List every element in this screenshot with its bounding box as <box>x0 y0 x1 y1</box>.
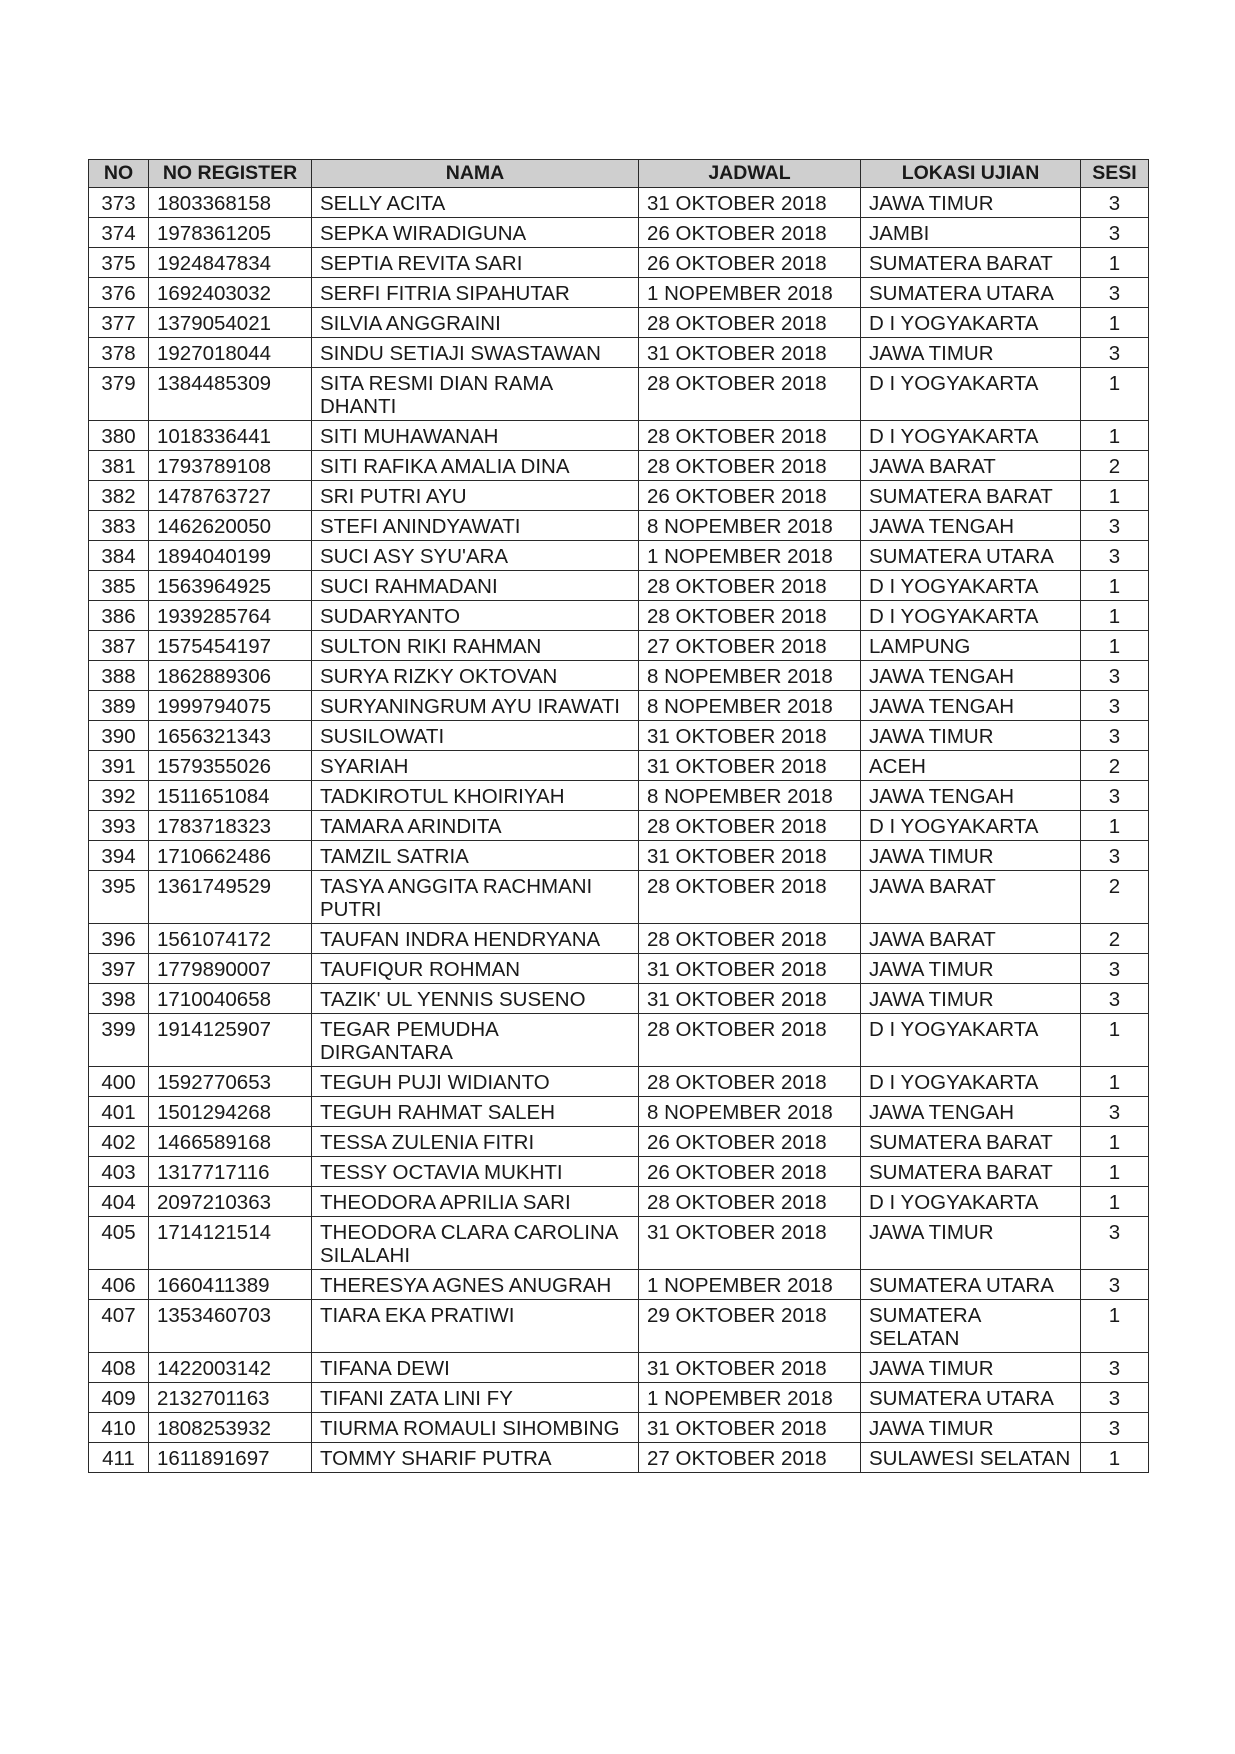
cell-register: 1999794075 <box>149 691 312 721</box>
cell-no: 396 <box>89 924 149 954</box>
cell-jadwal: 28 OKTOBER 2018 <box>639 601 861 631</box>
cell-nama: TAZIK' UL YENNIS SUSENO <box>312 984 639 1014</box>
cell-sesi: 1 <box>1081 1443 1149 1473</box>
cell-lokasi: JAWA TIMUR <box>861 1217 1081 1270</box>
table-row <box>89 631 1149 661</box>
cell-lokasi: JAWA TENGAH <box>861 691 1081 721</box>
cell-sesi: 2 <box>1081 451 1149 481</box>
cell-no: 383 <box>89 511 149 541</box>
cell-sesi: 3 <box>1081 218 1149 248</box>
table-row <box>89 751 1149 781</box>
table-row <box>89 1270 1149 1300</box>
cell-jadwal: 8 NOPEMBER 2018 <box>639 1097 861 1127</box>
cell-sesi: 3 <box>1081 1413 1149 1443</box>
cell-no: 384 <box>89 541 149 571</box>
cell-sesi: 1 <box>1081 1187 1149 1217</box>
cell-sesi: 3 <box>1081 278 1149 308</box>
cell-no: 390 <box>89 721 149 751</box>
cell-no: 381 <box>89 451 149 481</box>
cell-jadwal: 31 OKTOBER 2018 <box>639 954 861 984</box>
cell-sesi: 3 <box>1081 188 1149 218</box>
cell-jadwal: 28 OKTOBER 2018 <box>639 571 861 601</box>
header-lokasi: LOKASI UJIAN <box>861 160 1081 188</box>
table-row <box>89 541 1149 571</box>
cell-no: 403 <box>89 1157 149 1187</box>
cell-nama: SELLY ACITA <box>312 188 639 218</box>
cell-jadwal: 1 NOPEMBER 2018 <box>639 1270 861 1300</box>
cell-lokasi: SUMATERA UTARA <box>861 541 1081 571</box>
cell-nama: TAMARA ARINDITA <box>312 811 639 841</box>
cell-nama: TIURMA ROMAULI SIHOMBING <box>312 1413 639 1443</box>
cell-register: 1808253932 <box>149 1413 312 1443</box>
table-row <box>89 984 1149 1014</box>
cell-nama: SURYA RIZKY OKTOVAN <box>312 661 639 691</box>
table-row <box>89 1383 1149 1413</box>
cell-no: 408 <box>89 1353 149 1383</box>
cell-register: 1422003142 <box>149 1353 312 1383</box>
cell-lokasi: JAWA TENGAH <box>861 1097 1081 1127</box>
cell-jadwal: 26 OKTOBER 2018 <box>639 1157 861 1187</box>
cell-nama: TESSY OCTAVIA MUKHTI <box>312 1157 639 1187</box>
cell-lokasi: JAWA TIMUR <box>861 721 1081 751</box>
cell-lokasi: JAWA BARAT <box>861 924 1081 954</box>
cell-no: 402 <box>89 1127 149 1157</box>
cell-nama: SRI PUTRI AYU <box>312 481 639 511</box>
cell-nama: SURYANINGRUM AYU IRAWATI <box>312 691 639 721</box>
cell-nama: TASYA ANGGITA RACHMANI PUTRI <box>312 871 639 924</box>
cell-lokasi: D I YOGYAKARTA <box>861 601 1081 631</box>
cell-no: 407 <box>89 1300 149 1353</box>
cell-jadwal: 26 OKTOBER 2018 <box>639 1127 861 1157</box>
cell-register: 1317717116 <box>149 1157 312 1187</box>
cell-lokasi: JAWA TIMUR <box>861 188 1081 218</box>
cell-register: 1478763727 <box>149 481 312 511</box>
cell-no: 405 <box>89 1217 149 1270</box>
cell-nama: SEPTIA REVITA SARI <box>312 248 639 278</box>
cell-lokasi: JAWA BARAT <box>861 451 1081 481</box>
cell-sesi: 3 <box>1081 984 1149 1014</box>
cell-register: 1579355026 <box>149 751 312 781</box>
cell-no: 391 <box>89 751 149 781</box>
cell-lokasi: JAWA TENGAH <box>861 781 1081 811</box>
cell-no: 393 <box>89 811 149 841</box>
cell-nama: TIFANI ZATA LINI FY <box>312 1383 639 1413</box>
cell-nama: THEODORA APRILIA SARI <box>312 1187 639 1217</box>
cell-no: 377 <box>89 308 149 338</box>
table-row <box>89 811 1149 841</box>
cell-sesi: 1 <box>1081 571 1149 601</box>
cell-jadwal: 28 OKTOBER 2018 <box>639 368 861 421</box>
cell-no: 398 <box>89 984 149 1014</box>
cell-no: 409 <box>89 1383 149 1413</box>
cell-sesi: 3 <box>1081 1270 1149 1300</box>
cell-sesi: 1 <box>1081 368 1149 421</box>
header-nama: NAMA <box>312 160 639 188</box>
table-header <box>89 160 1149 188</box>
cell-nama: THERESYA AGNES ANUGRAH <box>312 1270 639 1300</box>
cell-lokasi: LAMPUNG <box>861 631 1081 661</box>
cell-jadwal: 28 OKTOBER 2018 <box>639 924 861 954</box>
cell-sesi: 1 <box>1081 481 1149 511</box>
cell-lokasi: D I YOGYAKARTA <box>861 368 1081 421</box>
cell-no: 410 <box>89 1413 149 1443</box>
cell-jadwal: 31 OKTOBER 2018 <box>639 751 861 781</box>
cell-nama: SILVIA ANGGRAINI <box>312 308 639 338</box>
cell-no: 394 <box>89 841 149 871</box>
cell-register: 1978361205 <box>149 218 312 248</box>
cell-sesi: 3 <box>1081 1097 1149 1127</box>
cell-no: 376 <box>89 278 149 308</box>
cell-nama: TAUFIQUR ROHMAN <box>312 954 639 984</box>
cell-no: 389 <box>89 691 149 721</box>
cell-jadwal: 29 OKTOBER 2018 <box>639 1300 861 1353</box>
cell-lokasi: D I YOGYAKARTA <box>861 1014 1081 1067</box>
cell-lokasi: D I YOGYAKARTA <box>861 571 1081 601</box>
cell-lokasi: JAWA TIMUR <box>861 1413 1081 1443</box>
cell-no: 395 <box>89 871 149 924</box>
cell-sesi: 1 <box>1081 308 1149 338</box>
cell-register: 1511651084 <box>149 781 312 811</box>
table-row <box>89 1127 1149 1157</box>
cell-nama: SERFI FITRIA SIPAHUTAR <box>312 278 639 308</box>
header-sesi: SESI <box>1081 160 1149 188</box>
cell-register: 1384485309 <box>149 368 312 421</box>
cell-register: 1361749529 <box>149 871 312 924</box>
cell-jadwal: 26 OKTOBER 2018 <box>639 248 861 278</box>
cell-nama: SITI MUHAWANAH <box>312 421 639 451</box>
cell-register: 1561074172 <box>149 924 312 954</box>
cell-nama: TIARA EKA PRATIWI <box>312 1300 639 1353</box>
cell-lokasi: SUMATERA BARAT <box>861 481 1081 511</box>
table-row <box>89 511 1149 541</box>
table-row <box>89 248 1149 278</box>
cell-lokasi: JAWA TENGAH <box>861 661 1081 691</box>
cell-no: 385 <box>89 571 149 601</box>
cell-no: 411 <box>89 1443 149 1473</box>
cell-sesi: 1 <box>1081 1067 1149 1097</box>
cell-lokasi: ACEH <box>861 751 1081 781</box>
table-row <box>89 338 1149 368</box>
cell-register: 1611891697 <box>149 1443 312 1473</box>
participants-table <box>88 159 1149 1473</box>
cell-register: 1783718323 <box>149 811 312 841</box>
cell-jadwal: 27 OKTOBER 2018 <box>639 631 861 661</box>
cell-nama: TEGUH PUJI WIDIANTO <box>312 1067 639 1097</box>
cell-register: 1353460703 <box>149 1300 312 1353</box>
table-row <box>89 571 1149 601</box>
cell-register: 1710662486 <box>149 841 312 871</box>
table-row <box>89 1217 1149 1270</box>
cell-sesi: 3 <box>1081 661 1149 691</box>
table-row <box>89 1300 1149 1353</box>
cell-lokasi: JAWA BARAT <box>861 871 1081 924</box>
table-row <box>89 1014 1149 1067</box>
cell-jadwal: 1 NOPEMBER 2018 <box>639 541 861 571</box>
table-row <box>89 1097 1149 1127</box>
cell-lokasi: JAWA TIMUR <box>861 954 1081 984</box>
table-row <box>89 218 1149 248</box>
cell-lokasi: JAMBI <box>861 218 1081 248</box>
cell-register: 1018336441 <box>149 421 312 451</box>
table-row <box>89 954 1149 984</box>
cell-jadwal: 31 OKTOBER 2018 <box>639 338 861 368</box>
cell-lokasi: JAWA TENGAH <box>861 511 1081 541</box>
cell-sesi: 2 <box>1081 924 1149 954</box>
cell-jadwal: 8 NOPEMBER 2018 <box>639 661 861 691</box>
cell-jadwal: 28 OKTOBER 2018 <box>639 811 861 841</box>
cell-sesi: 3 <box>1081 541 1149 571</box>
cell-lokasi: SUMATERA BARAT <box>861 1127 1081 1157</box>
cell-jadwal: 31 OKTOBER 2018 <box>639 984 861 1014</box>
cell-jadwal: 1 NOPEMBER 2018 <box>639 278 861 308</box>
cell-sesi: 3 <box>1081 781 1149 811</box>
cell-nama: SITA RESMI DIAN RAMA DHANTI <box>312 368 639 421</box>
header-row <box>89 160 1149 188</box>
cell-register: 1501294268 <box>149 1097 312 1127</box>
table-row <box>89 721 1149 751</box>
cell-nama: TADKIROTUL KHOIRIYAH <box>312 781 639 811</box>
cell-nama: TAUFAN INDRA HENDRYANA <box>312 924 639 954</box>
header-register: NO REGISTER <box>149 160 312 188</box>
cell-nama: SULTON RIKI RAHMAN <box>312 631 639 661</box>
cell-sesi: 1 <box>1081 1300 1149 1353</box>
table-row <box>89 1187 1149 1217</box>
cell-sesi: 1 <box>1081 248 1149 278</box>
cell-jadwal: 1 NOPEMBER 2018 <box>639 1383 861 1413</box>
cell-jadwal: 26 OKTOBER 2018 <box>639 481 861 511</box>
cell-register: 1927018044 <box>149 338 312 368</box>
cell-no: 382 <box>89 481 149 511</box>
table-row <box>89 451 1149 481</box>
table-row <box>89 781 1149 811</box>
cell-sesi: 3 <box>1081 338 1149 368</box>
cell-register: 1379054021 <box>149 308 312 338</box>
cell-register: 1462620050 <box>149 511 312 541</box>
cell-lokasi: SUMATERA UTARA <box>861 278 1081 308</box>
cell-jadwal: 28 OKTOBER 2018 <box>639 451 861 481</box>
cell-nama: SUDARYANTO <box>312 601 639 631</box>
cell-jadwal: 28 OKTOBER 2018 <box>639 1187 861 1217</box>
cell-no: 374 <box>89 218 149 248</box>
cell-sesi: 3 <box>1081 511 1149 541</box>
cell-nama: SUSILOWATI <box>312 721 639 751</box>
cell-jadwal: 27 OKTOBER 2018 <box>639 1443 861 1473</box>
cell-register: 1793789108 <box>149 451 312 481</box>
cell-nama: SITI RAFIKA AMALIA DINA <box>312 451 639 481</box>
table-row <box>89 924 1149 954</box>
cell-nama: THEODORA CLARA CAROLINA SILALAHI <box>312 1217 639 1270</box>
cell-sesi: 1 <box>1081 421 1149 451</box>
cell-lokasi: SUMATERA SELATAN <box>861 1300 1081 1353</box>
cell-jadwal: 31 OKTOBER 2018 <box>639 188 861 218</box>
table-row <box>89 661 1149 691</box>
cell-register: 1710040658 <box>149 984 312 1014</box>
cell-jadwal: 8 NOPEMBER 2018 <box>639 511 861 541</box>
cell-no: 387 <box>89 631 149 661</box>
cell-register: 1803368158 <box>149 188 312 218</box>
cell-sesi: 1 <box>1081 1127 1149 1157</box>
cell-register: 1894040199 <box>149 541 312 571</box>
cell-nama: SEPKA WIRADIGUNA <box>312 218 639 248</box>
cell-jadwal: 28 OKTOBER 2018 <box>639 1067 861 1097</box>
table-row <box>89 1067 1149 1097</box>
cell-register: 1914125907 <box>149 1014 312 1067</box>
cell-no: 375 <box>89 248 149 278</box>
cell-sesi: 1 <box>1081 601 1149 631</box>
cell-nama: TESSA ZULENIA FITRI <box>312 1127 639 1157</box>
cell-jadwal: 31 OKTOBER 2018 <box>639 841 861 871</box>
cell-jadwal: 8 NOPEMBER 2018 <box>639 781 861 811</box>
table-row <box>89 308 1149 338</box>
cell-register: 1575454197 <box>149 631 312 661</box>
cell-no: 401 <box>89 1097 149 1127</box>
cell-lokasi: D I YOGYAKARTA <box>861 421 1081 451</box>
cell-nama: STEFI ANINDYAWATI <box>312 511 639 541</box>
table-row <box>89 691 1149 721</box>
cell-register: 1466589168 <box>149 1127 312 1157</box>
cell-lokasi: JAWA TIMUR <box>861 841 1081 871</box>
cell-no: 379 <box>89 368 149 421</box>
cell-register: 1563964925 <box>149 571 312 601</box>
cell-jadwal: 28 OKTOBER 2018 <box>639 308 861 338</box>
cell-no: 378 <box>89 338 149 368</box>
cell-no: 406 <box>89 1270 149 1300</box>
table-body <box>89 188 1149 1473</box>
cell-sesi: 3 <box>1081 691 1149 721</box>
cell-lokasi: SUMATERA UTARA <box>861 1383 1081 1413</box>
cell-lokasi: SUMATERA BARAT <box>861 1157 1081 1187</box>
cell-no: 388 <box>89 661 149 691</box>
table-row <box>89 1443 1149 1473</box>
cell-register: 1939285764 <box>149 601 312 631</box>
cell-lokasi: D I YOGYAKARTA <box>861 1187 1081 1217</box>
cell-sesi: 3 <box>1081 954 1149 984</box>
cell-register: 2097210363 <box>149 1187 312 1217</box>
cell-jadwal: 31 OKTOBER 2018 <box>639 1413 861 1443</box>
cell-lokasi: JAWA TIMUR <box>861 338 1081 368</box>
cell-nama: SYARIAH <box>312 751 639 781</box>
cell-sesi: 3 <box>1081 841 1149 871</box>
table-row <box>89 278 1149 308</box>
cell-lokasi: SULAWESI SELATAN <box>861 1443 1081 1473</box>
cell-sesi: 3 <box>1081 721 1149 751</box>
cell-sesi: 1 <box>1081 1014 1149 1067</box>
cell-sesi: 1 <box>1081 631 1149 661</box>
cell-lokasi: D I YOGYAKARTA <box>861 308 1081 338</box>
cell-no: 404 <box>89 1187 149 1217</box>
table-row <box>89 481 1149 511</box>
cell-jadwal: 31 OKTOBER 2018 <box>639 1353 861 1383</box>
cell-register: 1924847834 <box>149 248 312 278</box>
cell-register: 1660411389 <box>149 1270 312 1300</box>
cell-sesi: 3 <box>1081 1217 1149 1270</box>
table-row <box>89 368 1149 421</box>
cell-nama: TIFANA DEWI <box>312 1353 639 1383</box>
cell-sesi: 2 <box>1081 871 1149 924</box>
cell-lokasi: JAWA TIMUR <box>861 984 1081 1014</box>
cell-register: 1692403032 <box>149 278 312 308</box>
table-row <box>89 1157 1149 1187</box>
cell-sesi: 3 <box>1081 1353 1149 1383</box>
cell-no: 392 <box>89 781 149 811</box>
table-row <box>89 421 1149 451</box>
cell-no: 373 <box>89 188 149 218</box>
cell-lokasi: SUMATERA UTARA <box>861 1270 1081 1300</box>
cell-nama: TAMZIL SATRIA <box>312 841 639 871</box>
cell-register: 1862889306 <box>149 661 312 691</box>
cell-jadwal: 31 OKTOBER 2018 <box>639 721 861 751</box>
cell-no: 380 <box>89 421 149 451</box>
cell-nama: SUCI ASY SYU'ARA <box>312 541 639 571</box>
table-row <box>89 841 1149 871</box>
cell-nama: TOMMY SHARIF PUTRA <box>312 1443 639 1473</box>
table-row <box>89 1413 1149 1443</box>
cell-register: 1714121514 <box>149 1217 312 1270</box>
table-row <box>89 1353 1149 1383</box>
cell-jadwal: 8 NOPEMBER 2018 <box>639 691 861 721</box>
cell-no: 400 <box>89 1067 149 1097</box>
cell-jadwal: 28 OKTOBER 2018 <box>639 871 861 924</box>
table-row <box>89 601 1149 631</box>
cell-jadwal: 26 OKTOBER 2018 <box>639 218 861 248</box>
table-row <box>89 188 1149 218</box>
cell-lokasi: SUMATERA BARAT <box>861 248 1081 278</box>
cell-no: 386 <box>89 601 149 631</box>
cell-jadwal: 28 OKTOBER 2018 <box>639 421 861 451</box>
cell-no: 397 <box>89 954 149 984</box>
cell-register: 1592770653 <box>149 1067 312 1097</box>
cell-lokasi: D I YOGYAKARTA <box>861 1067 1081 1097</box>
cell-register: 1656321343 <box>149 721 312 751</box>
cell-register: 2132701163 <box>149 1383 312 1413</box>
cell-no: 399 <box>89 1014 149 1067</box>
cell-lokasi: D I YOGYAKARTA <box>861 811 1081 841</box>
cell-sesi: 3 <box>1081 1383 1149 1413</box>
cell-nama: TEGUH RAHMAT SALEH <box>312 1097 639 1127</box>
cell-jadwal: 31 OKTOBER 2018 <box>639 1217 861 1270</box>
cell-sesi: 1 <box>1081 811 1149 841</box>
header-no: NO <box>89 160 149 188</box>
cell-jadwal: 28 OKTOBER 2018 <box>639 1014 861 1067</box>
cell-lokasi: JAWA TIMUR <box>861 1353 1081 1383</box>
cell-register: 1779890007 <box>149 954 312 984</box>
cell-sesi: 2 <box>1081 751 1149 781</box>
cell-nama: SINDU SETIAJI SWASTAWAN <box>312 338 639 368</box>
header-jadwal: JADWAL <box>639 160 861 188</box>
table-row <box>89 871 1149 924</box>
cell-nama: SUCI RAHMADANI <box>312 571 639 601</box>
cell-sesi: 1 <box>1081 1157 1149 1187</box>
cell-nama: TEGAR PEMUDHA DIRGANTARA <box>312 1014 639 1067</box>
